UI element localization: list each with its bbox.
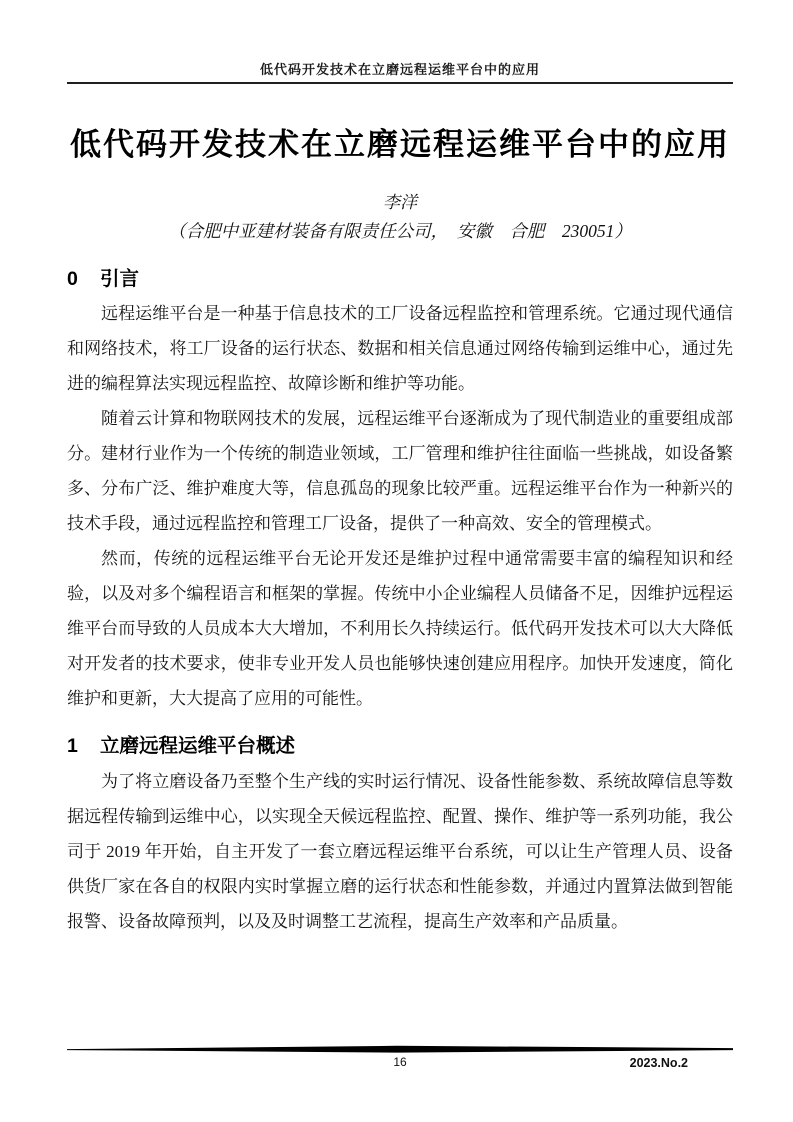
section-1 <box>0 730 793 939</box>
section-1-heading-text: 立磨远程运维平台概述 <box>100 735 296 757</box>
paragraph: 远程运维平台是一种基于信息技术的工厂设备远程监控和管理系统。它通过现代通信和网络技术，将工厂设备的运行状态、数据和相关信息通过网络传输到运维中心，通过先进的编程算法实现远程监控、故障诊断和维护等功能。 <box>67 304 733 393</box>
footer-tapered-rule <box>67 1045 733 1053</box>
issue-label: 2023.No.2 <box>629 1056 688 1070</box>
article-author: 李洋 <box>383 193 417 212</box>
article-affiliation: （合肥中亚建材装备有限责任公司， 安徽 合肥 230051） <box>168 221 632 241</box>
section-0-heading-text: 引言 <box>100 268 140 290</box>
section-0 <box>0 263 793 716</box>
running-header-title: 低代码开发技术在立磨远程运维平台中的应用 <box>259 62 540 77</box>
section-1-heading <box>67 730 733 758</box>
paragraph: 随着云计算和物联网技术的发展，远程运维平台逐渐成为了现代制造业的重要组成部分。建材行业作为一个传统的制造业领域，工厂管理和维护往往面临一些挑战，如设备繁多、分布广泛、维护难度大等，信息孤岛的现象比较严重。远程运维平台作为一种新兴的技术手段，通过远程监控和管理工厂设备，提供了一种高效、安全的管理模式。 <box>67 409 733 533</box>
paragraph: 然而，传统的远程运维平台无论开发还是维护过程中通常需要丰富的编程知识和经验，以及对多个编程语言和框架的掌握。传统中小企业编程人员储备不足，因维护远程运维平台而导致的人员成本大大增加，不利用长久持续运行。低代码开发技术可以大大降低对开发者的技术要求，使非专业开发人员也能够快速创建应用程序。加快开发速度，简化维护和更新，大大提高了应用的可能性。 <box>67 549 733 708</box>
section-0-heading <box>67 263 733 291</box>
page-footer <box>67 1045 733 1069</box>
article-title: 低代码开发技术在立磨远程运维平台中的应用 <box>70 127 730 162</box>
article-head <box>0 126 793 243</box>
page-number: 16 <box>393 1055 407 1069</box>
section-0-number: 0 <box>67 268 78 290</box>
paragraph: 为了将立磨设备乃至整个生产线的实时运行情况、设备性能参数、系统故障信息等数据远程传输到运维中心，以实现全天候远程监控、配置、操作、维护等一系列功能，我公司于 2019 年开始，自主开发了一套立磨远程运维平台系统，可以让生产管理人员、设备供货厂家在各自的权限内实时掌握立磨的运行状态和性能参数，并通过内置算法做到智能报警、设备故障预判，以及及时调整工艺流程，提高生产效率和产品质量。 <box>67 772 733 931</box>
page-header <box>0 0 793 84</box>
header-rule <box>67 82 733 84</box>
section-1-number: 1 <box>67 735 78 757</box>
footer-row <box>67 1055 733 1069</box>
